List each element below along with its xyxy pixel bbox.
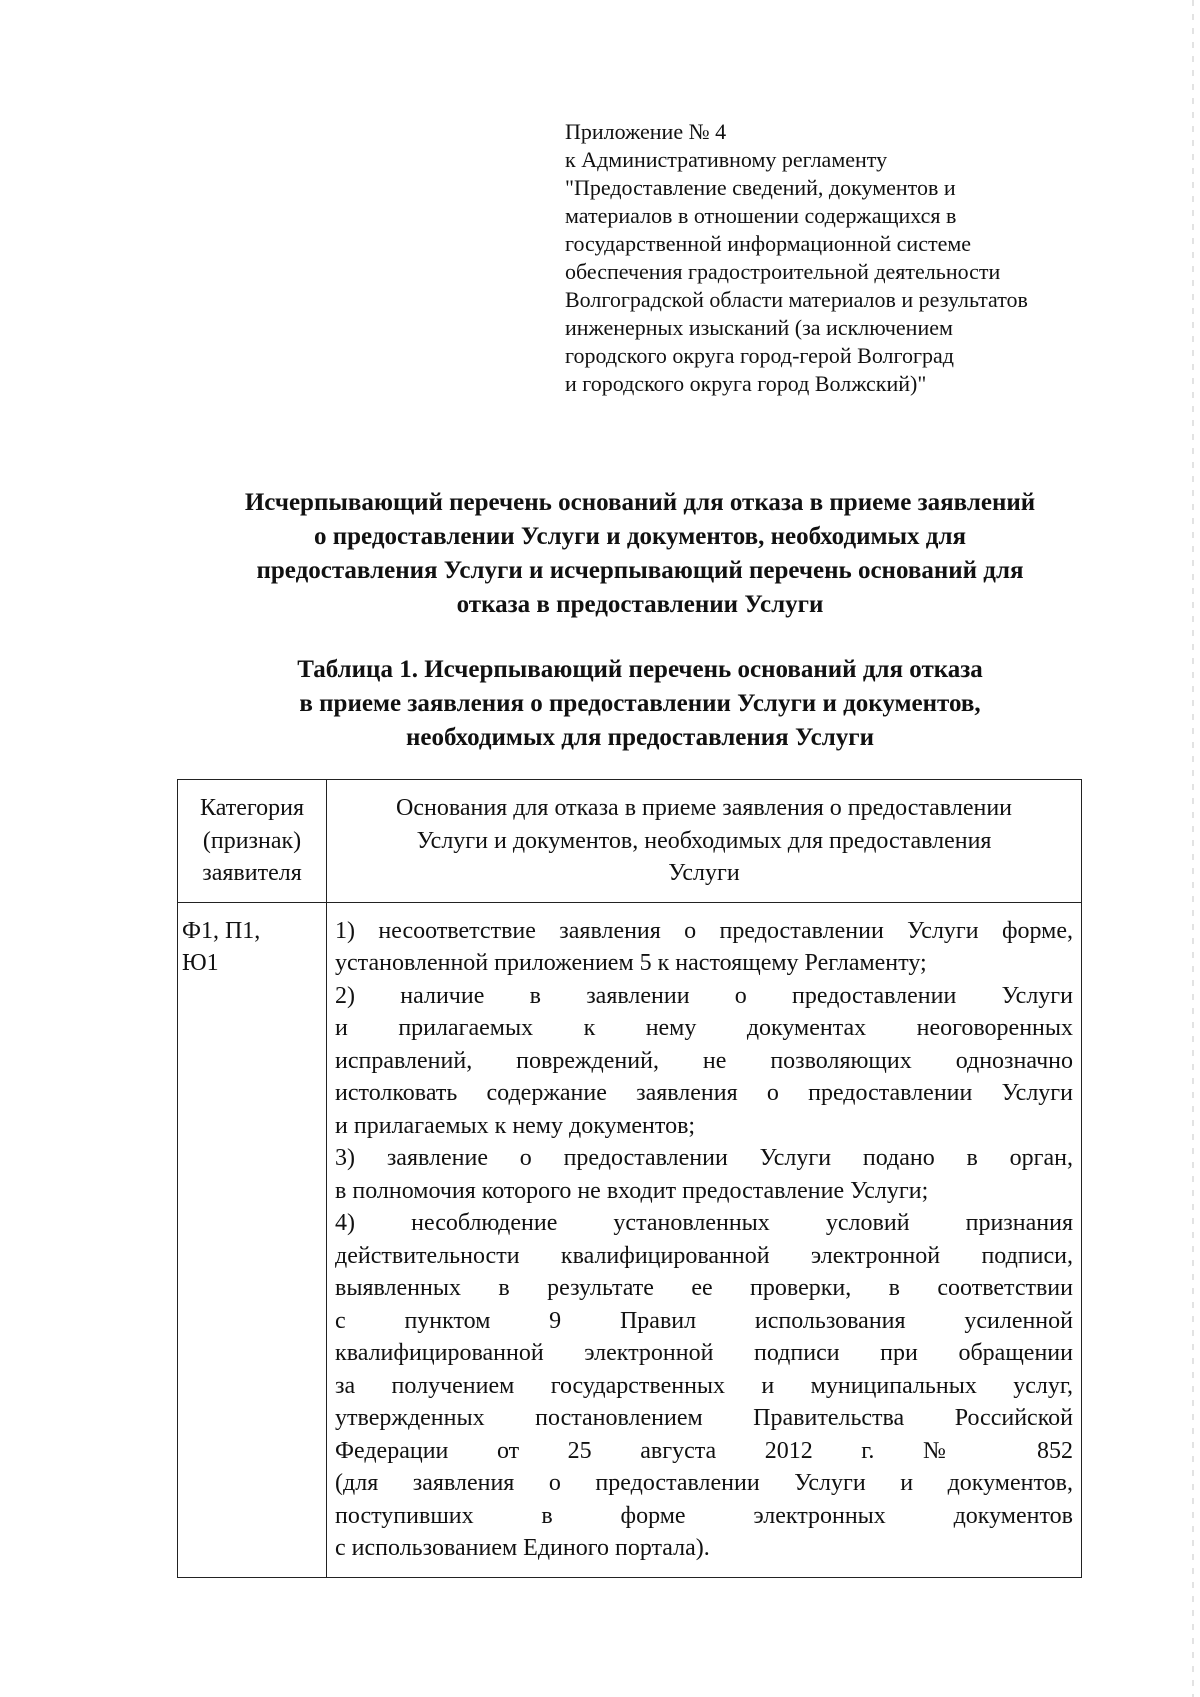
caption-line: Таблица 1. Исчерпывающий перечень оснований для отказа	[297, 656, 983, 683]
header-category-cell	[178, 780, 327, 903]
grounds-table	[177, 779, 1082, 1578]
grounds-line: выявленных в результате ее проверки, в соответствии	[335, 1275, 1073, 1301]
appendix-line: "Предоставление сведений, документов и	[565, 175, 956, 200]
header-grounds-line: Услуги и документов, необходимых для предоставления	[416, 827, 992, 854]
appendix-line: Приложение № 4	[565, 119, 727, 144]
grounds-line: квалифицированной электронной подписи при обращении	[335, 1340, 1073, 1366]
appendix-line: Волгоградской области материалов и результатов	[565, 287, 1028, 312]
title-line: предоставления Услуги и исчерпывающий перечень оснований для	[256, 557, 1024, 584]
grounds-line: с использованием Единого портала).	[335, 1535, 710, 1561]
caption-line: в приеме заявления о предоставлении Услуги и документов,	[299, 690, 981, 717]
grounds-line: и прилагаемых к нему документов;	[335, 1112, 696, 1139]
grounds-line: за получением государственных и муниципальных услуг,	[335, 1372, 1073, 1399]
appendix-line: инженерных изысканий (за исключением	[565, 315, 953, 340]
grounds-line: (для заявления о предоставлении Услуги и документов,	[335, 1470, 1073, 1496]
caption-line: необходимых для предоставления Услуги	[406, 724, 874, 751]
appendix-line: материалов в отношении содержащихся в	[565, 203, 957, 228]
grounds-line: исправлений, повреждений, не позволяющих однозначно	[335, 1047, 1073, 1074]
grounds-line: и прилагаемых к нему документах неоговоренных	[335, 1015, 1073, 1041]
title-line: о предоставлении Услуги и документов, необходимых для	[314, 523, 966, 550]
grounds-cell	[327, 902, 1082, 1577]
appendix-line: обеспечения градостроительной деятельности	[565, 259, 1001, 284]
grounds-line: 2) наличие в заявлении о предоставлении Услуги	[335, 982, 1073, 1009]
grounds-line: поступивших в форме электронных документов	[335, 1502, 1073, 1529]
document-title	[150, 486, 1130, 622]
scan-edge-artifact	[1192, 0, 1194, 1697]
appendix-line: государственной информационной системе	[565, 231, 972, 256]
category-cell	[178, 902, 327, 1577]
header-grounds-line: Основания для отказа в приеме заявления о предоставлении	[396, 795, 1013, 821]
appendix-header	[565, 118, 1125, 398]
header-category-line: заявителя	[202, 860, 302, 886]
grounds-line: истолковать содержание заявления о предоставлении Услуги	[335, 1080, 1073, 1106]
grounds-line: 3) заявление о предоставлении Услуги подано в орган,	[335, 1145, 1073, 1171]
appendix-line: к Административному регламенту	[565, 147, 888, 172]
grounds-line: в полномочия которого не входит предоставление Услуги;	[335, 1177, 929, 1204]
header-grounds-cell	[327, 780, 1082, 903]
table-header-row	[178, 780, 1082, 903]
category-line: Ф1, П1,	[182, 917, 261, 944]
header-category-line: (признак)	[202, 827, 302, 854]
appendix-line: городского округа город-герой Волгоград	[565, 343, 954, 368]
header-category-line: Категория	[200, 795, 305, 821]
grounds-line: 4) несоблюдение установленных условий признания	[335, 1210, 1073, 1236]
appendix-line: и городского округа город Волжский)"	[565, 371, 927, 396]
header-grounds-line: Услуги	[668, 860, 740, 886]
grounds-line: Федерации от 25 августа 2012 г. № 852	[335, 1437, 1073, 1464]
grounds-line: действительности квалифицированной электронной подписи,	[335, 1242, 1073, 1269]
grounds-line: с пунктом 9 Правил использования усиленной	[335, 1307, 1073, 1334]
category-line: Ю1	[182, 950, 219, 976]
title-line: Исчерпывающий перечень оснований для отказа в приеме заявлений	[244, 489, 1036, 516]
title-line: отказа в предоставлении Услуги	[456, 591, 824, 618]
grounds-line: 1) несоответствие заявления о предоставлении Услуги форме,	[335, 917, 1073, 944]
grounds-line: установленной приложением 5 к настоящему Регламенту;	[335, 950, 927, 976]
table-caption	[150, 653, 1130, 755]
table-row	[178, 902, 1082, 1577]
grounds-line: утвержденных постановлением Правительства Российской	[335, 1405, 1073, 1431]
